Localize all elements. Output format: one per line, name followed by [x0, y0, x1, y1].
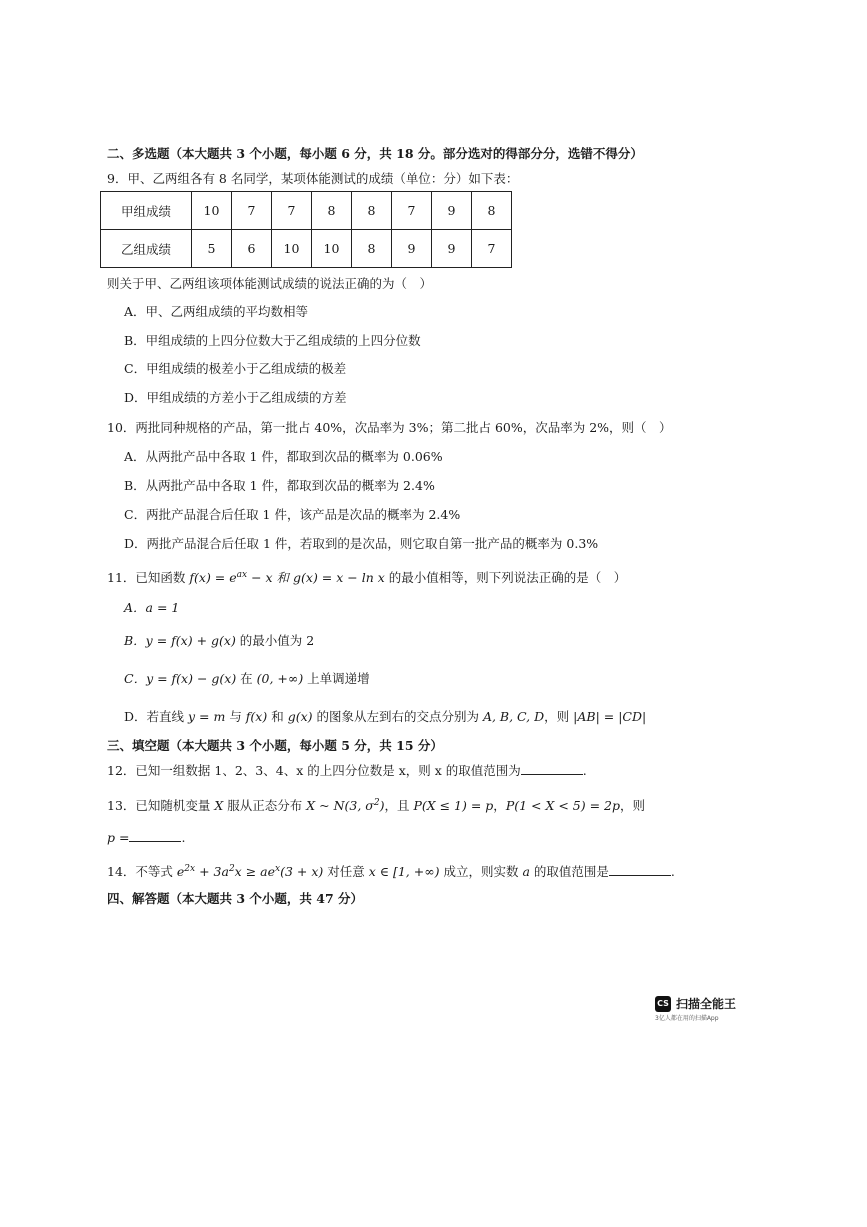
q11-option-d-b: 与 [225, 709, 246, 724]
q11-option-c-interval: (0, +∞) [256, 671, 304, 686]
row-label: 乙组成绩 [101, 230, 192, 268]
q11-stem-suffix: 的最小值相等，则下列说法正确的是（ ） [384, 570, 627, 586]
q11-option-d-points: A, B, C, D [482, 709, 545, 724]
table-cell: 10 [272, 230, 312, 268]
q13-text-a: 13．已知随机变量 [107, 798, 215, 814]
q13-distribution: X ~ N(3, σ [306, 798, 374, 814]
q10-stem: 10．两批同种规格的产品，第一批占 40%，次品率为 3%；第二批占 60%，次品率为 2%，则（ ） [107, 420, 672, 435]
table-row [101, 230, 512, 268]
camscanner-watermark [655, 996, 745, 1026]
q11-option-d-equation: |AB| = |CD| [573, 709, 647, 724]
q14-exp-1: 2x [184, 864, 196, 874]
q14-a: a [522, 864, 530, 880]
q13-answer-blank[interactable] [129, 829, 181, 842]
q10-option-b: B．从两批产品中各取 1 件，都取到次品的概率为 2.4% [124, 478, 435, 493]
q14-ineq-c: x ≥ ae [234, 864, 275, 880]
q9-option-a: A．甲、乙两组成绩的平均数相等 [124, 304, 309, 319]
q11-option-d-e: ，则 [544, 709, 574, 724]
q11-option-b-text: 的最小值为 2 [235, 633, 315, 648]
q12-answer-blank[interactable] [521, 762, 583, 775]
q11-g-def: g(x) = x − ln x [293, 570, 385, 586]
q13-distribution-end: ) [379, 798, 385, 814]
table-cell: 7 [272, 192, 312, 230]
q14-answer-blank[interactable] [609, 863, 671, 876]
q9-stem: 9．甲、乙两组各有 8 名同学，某项体能测试的成绩（单位：分）如下表： [107, 171, 519, 186]
q11-f-exponent: ax [236, 570, 248, 580]
q14-ineq-d: (3 + x) [280, 864, 324, 880]
q11-option-c-mid: 在 [236, 671, 257, 686]
q11-f-tail: − x 和 [247, 570, 294, 586]
q11-option-b-math: B．y = f(x) + g(x) [124, 633, 236, 648]
q11-option-d-c: 和 [267, 709, 288, 724]
q13-text-b: 服从正态分布 [223, 798, 307, 814]
q11-option-d-g: g(x) [287, 709, 313, 724]
q14-text-b: 对任意 [323, 864, 369, 880]
row-label: 甲组成绩 [101, 192, 192, 230]
table-cell: 8 [352, 192, 392, 230]
q10-option-a: A．从两批产品中各取 1 件，都取到次品的概率为 0.06% [124, 449, 443, 464]
q14-exp-2: 2 [228, 864, 235, 874]
q11-stem-prefix: 11．已知函数 [107, 570, 190, 586]
q11-option-c-text: 上单调递增 [303, 671, 370, 686]
q14-ineq-b: + 3a [195, 864, 229, 880]
q11-option-b [124, 633, 314, 649]
table-cell: 7 [472, 230, 512, 268]
q12-end: . [582, 763, 587, 778]
section-2-heading: 二、多选题（本大题共 3 个小题，每小题 6 分，共 18 分。部分选对的得部分分，选错不得分） [107, 146, 643, 161]
q9-question: 则关于甲、乙两组该项体能测试成绩的说法正确的为（ ） [107, 276, 433, 291]
q10-option-d: D．两批产品混合后任取 1 件，若取到的是次品，则它取自第一批产品的概率为 0.3% [124, 536, 599, 551]
table-cell: 9 [432, 230, 472, 268]
q13-p-label: p = [107, 830, 130, 845]
table-cell: 6 [232, 230, 272, 268]
table-cell: 8 [312, 192, 352, 230]
q13 [107, 795, 645, 814]
q13-x: X [214, 798, 224, 814]
camscanner-logo-icon: CS [655, 996, 671, 1012]
q11-option-c [124, 671, 370, 687]
q13-text-c: ，且 [384, 798, 414, 814]
table-cell: 9 [392, 230, 432, 268]
q14 [107, 861, 675, 880]
q14-end: . [670, 864, 675, 880]
table-cell: 10 [192, 192, 232, 230]
q10-option-c: C．两批产品混合后任取 1 件，该产品是次品的概率为 2.4% [124, 507, 461, 522]
q9-option-c: C．甲组成绩的极差小于乙组成绩的极差 [124, 361, 347, 376]
table-cell: 8 [472, 192, 512, 230]
q11-option-d-f: f(x) [245, 709, 268, 724]
q14-exp-3: x [275, 864, 281, 874]
q14-text-a: 14．不等式 [107, 864, 177, 880]
camscanner-name: 扫描全能王 [676, 997, 737, 1011]
q11-option-d [124, 709, 646, 725]
q13-p2: P(1 < X < 5) = 2p [505, 798, 620, 814]
q14-text-d: 的取值范围是 [529, 864, 609, 880]
table-cell: 8 [352, 230, 392, 268]
score-table [100, 191, 512, 268]
q11-stem [107, 567, 626, 586]
table-cell: 9 [432, 192, 472, 230]
q12-text: 12．已知一组数据 1、2、3、4、x 的上四分位数是 x，则 x 的取值范围为 [107, 763, 521, 778]
table-cell: 5 [192, 230, 232, 268]
q13-line2 [107, 829, 185, 846]
q14-ineq-a: e [176, 864, 185, 880]
q11-f-def: f(x) = e [189, 570, 237, 586]
section-4-heading: 四、解答题（本大题共 3 个小题，共 47 分） [107, 891, 364, 906]
camscanner-tagline: 3亿人都在用的扫描App [655, 1015, 719, 1022]
table-row [101, 192, 512, 230]
q9-option-b: B．甲组成绩的上四分位数大于乙组成绩的上四分位数 [124, 333, 421, 348]
q13-text-d: ， [493, 798, 506, 814]
q11-option-d-d: 的图象从左到右的交点分别为 [312, 709, 483, 724]
q9-option-d: D．甲组成绩的方差小于乙组成绩的方差 [124, 390, 347, 405]
q11-option-a: A．a = 1 [124, 600, 180, 615]
q11-option-d-line: y = m [188, 709, 226, 724]
q13-square: 2 [373, 798, 380, 808]
q11-option-c-math: C．y = f(x) − g(x) [124, 671, 237, 686]
q14-text-c: 成立，则实数 [439, 864, 523, 880]
table-cell: 10 [312, 230, 352, 268]
q13-p1: P(X ≤ 1) = p [413, 798, 494, 814]
q13-text-e: ，则 [620, 798, 646, 814]
q12 [107, 762, 587, 779]
table-cell: 7 [392, 192, 432, 230]
q14-domain: x ∈ [1, +∞) [368, 864, 440, 880]
q13-end: . [181, 830, 186, 845]
q11-option-d-a: D．若直线 [124, 709, 188, 724]
table-cell: 7 [232, 192, 272, 230]
section-3-heading: 三、填空题（本大题共 3 个小题，每小题 5 分，共 15 分） [107, 738, 443, 753]
